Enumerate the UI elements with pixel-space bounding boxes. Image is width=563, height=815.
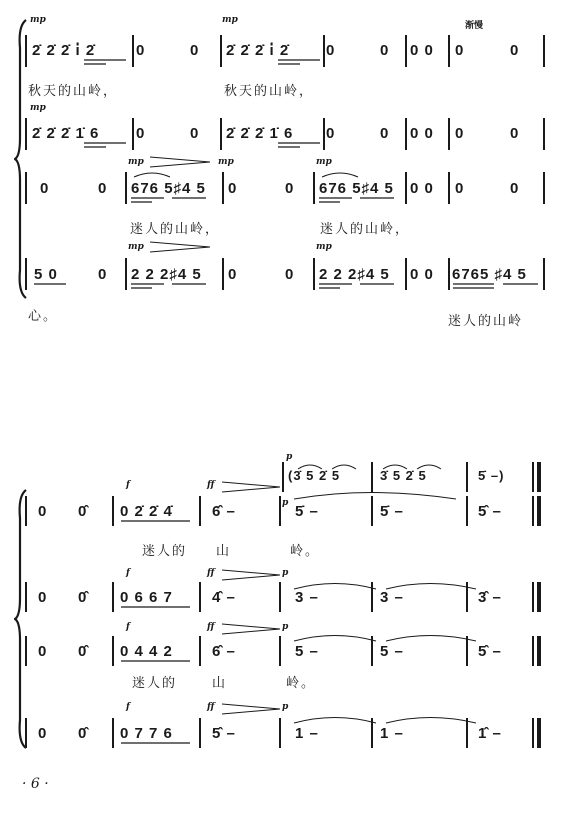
lyric-line: 迷人的山岭，: [130, 222, 221, 237]
dynamic-p: p: [282, 702, 289, 712]
dynamic-f: f: [126, 568, 130, 578]
dynamic-mp: mp: [30, 103, 46, 113]
note-group: 2̇ 2̇ 2̇ i̇ 2̇: [32, 42, 96, 59]
lyric-line: 山: [212, 676, 228, 691]
note-group: 5 0: [34, 266, 58, 283]
barline: [112, 582, 114, 612]
note-group: 5̂ –: [478, 643, 502, 660]
note-group: 676 5♯4 5: [131, 180, 206, 197]
note-group: 0: [455, 42, 465, 59]
dynamic-mp: mp: [316, 157, 332, 167]
note-group: 0: [38, 503, 48, 520]
note-group: 0: [380, 42, 390, 59]
tie-arc: [290, 630, 540, 642]
note-group: 0: [285, 266, 295, 283]
note-group: 0: [38, 589, 48, 606]
note-group: 0: [136, 42, 146, 59]
dynamic-ff: ff: [207, 702, 215, 712]
note-group: 0: [455, 180, 465, 197]
barline: [25, 582, 27, 612]
lyric-line: 迷人的山岭，: [320, 222, 411, 237]
lyric-line: 迷人的山岭: [448, 314, 524, 329]
note-group: 6765 ♯4 5: [452, 266, 527, 283]
beam-lines: [118, 741, 198, 747]
note-group: 0 7 7 6: [120, 725, 173, 742]
note-group: 5̂ –: [212, 725, 236, 742]
note-group: 5̇ –): [478, 468, 505, 483]
note-group: 4̂ –: [212, 589, 236, 606]
barline: [25, 496, 27, 526]
barline: [25, 258, 27, 290]
barline: [466, 496, 468, 526]
dynamic-mp: mp: [128, 242, 144, 252]
beam-lines: [28, 282, 548, 292]
barline: [543, 172, 545, 204]
dynamic-f: f: [126, 622, 130, 632]
barline: [199, 636, 201, 666]
lyric-line: 迷人的: [142, 544, 188, 559]
beam-lines: [118, 605, 198, 611]
note-group: 676 5♯4 5: [319, 180, 394, 197]
dynamic-mp: mp: [218, 157, 234, 167]
note-group: 0: [190, 42, 200, 59]
barline: [448, 172, 450, 204]
note-group: 2̇ 2̇ 2̇ i̇ 2̇: [226, 42, 290, 59]
barline: [25, 172, 27, 204]
note-group: 0 6 6 7: [120, 589, 173, 606]
note-group: 0 0: [410, 266, 434, 283]
note-group: 3̇ 5 2̇ 5: [380, 468, 427, 483]
decrescendo-hairpin: [222, 481, 282, 493]
system-2-brace: [14, 488, 28, 750]
note-group: 0: [40, 180, 50, 197]
lyric-line: 心。: [28, 309, 59, 324]
note-group: 0 0: [410, 42, 434, 59]
dynamic-mp: mp: [316, 242, 332, 252]
note-group: 5̂ –: [478, 503, 502, 520]
tempo-mark: 渐慢: [465, 21, 484, 31]
barline: [199, 582, 201, 612]
final-barline: [537, 496, 541, 526]
dynamic-p: p: [282, 568, 289, 578]
note-group: 0: [510, 125, 520, 142]
dynamic-ff: ff: [207, 568, 215, 578]
lyric-line: 秋天的山岭，: [224, 84, 315, 99]
note-group: 5̇ –: [295, 503, 319, 520]
barline: [112, 636, 114, 666]
barline: [112, 718, 114, 748]
dynamic-ff: ff: [207, 622, 215, 632]
barline: [25, 718, 27, 748]
barline: [112, 496, 114, 526]
note-group: 0̂: [78, 725, 88, 742]
note-group: 0: [136, 125, 146, 142]
note-group: 0: [285, 180, 295, 197]
note-group: 0: [380, 125, 390, 142]
note-group: 0 0: [410, 180, 434, 197]
decrescendo-hairpin: [222, 623, 282, 635]
note-group: 2 2 2♯4 5: [319, 266, 390, 283]
dynamic-f: f: [126, 702, 130, 712]
beam-lines: [128, 196, 408, 206]
note-group: 0: [510, 42, 520, 59]
dynamic-p: p: [282, 622, 289, 632]
dynamic-ff: ff: [207, 480, 215, 490]
note-group: 2 2 2♯4 5: [131, 266, 202, 283]
barline: [199, 718, 201, 748]
note-group: 0: [98, 180, 108, 197]
barline: [279, 582, 281, 612]
note-group: 0̂: [78, 503, 88, 520]
note-group: 0: [228, 180, 238, 197]
tie-arc: [320, 170, 360, 178]
note-group: 0: [38, 725, 48, 742]
barline: [199, 496, 201, 526]
beam-lines: [118, 659, 198, 665]
tie-arc: [290, 712, 540, 724]
note-group: 0 2̇ 2̇ 4̇: [120, 503, 173, 520]
note-group: 0 4 4 2: [120, 643, 173, 660]
note-group: 6̂ –: [212, 503, 236, 520]
note-group: 3 –: [380, 589, 404, 606]
lyric-line: 迷人的: [132, 676, 178, 691]
note-group: 0: [326, 125, 336, 142]
barline: [279, 636, 281, 666]
note-group: 0: [98, 266, 108, 283]
dynamic-p: p: [282, 498, 289, 508]
note-group: 0̂: [78, 589, 88, 606]
note-group: 0: [455, 125, 465, 142]
note-group: 5̇ –: [380, 503, 404, 520]
decrescendo-hairpin: [222, 703, 282, 715]
barline: [25, 35, 27, 67]
lyric-line: 岭。: [286, 676, 317, 691]
barline: [532, 496, 534, 526]
lyric-line: 秋天的山岭，: [28, 84, 119, 99]
note-group: 6̂ –: [212, 643, 236, 660]
dynamic-p: p: [286, 452, 293, 462]
barline: [279, 718, 281, 748]
tie-arc: [290, 578, 540, 590]
note-group: 0: [228, 266, 238, 283]
note-group: 0̂: [78, 643, 88, 660]
note-group: (3̇ 5 2̇ 5: [288, 468, 341, 483]
note-group: 0: [190, 125, 200, 142]
dynamic-mp: mp: [222, 15, 238, 25]
beam-lines: [28, 58, 548, 68]
note-group: 0 0: [410, 125, 434, 142]
decrescendo-hairpin: [222, 569, 282, 581]
decrescendo-hairpin: [150, 156, 212, 168]
note-group: 1 –: [380, 725, 404, 742]
barline: [125, 172, 127, 204]
lyric-line: 岭。: [290, 544, 321, 559]
dynamic-mp: mp: [128, 157, 144, 167]
note-group: 3̂ –: [478, 589, 502, 606]
note-group: 2̇ 2̇ 2̇ 1̇ 6: [32, 125, 100, 142]
lyric-line: 山: [216, 544, 232, 559]
barline: [25, 636, 27, 666]
beam-lines: [118, 519, 198, 525]
decrescendo-hairpin: [150, 241, 212, 253]
note-group: 1̂ –: [478, 725, 502, 742]
barline: [279, 496, 281, 526]
note-group: 1 –: [295, 725, 319, 742]
note-group: 0: [510, 180, 520, 197]
note-group: 0: [326, 42, 336, 59]
note-group: 0: [38, 643, 48, 660]
barline: [282, 462, 284, 492]
tie-arc: [290, 488, 460, 500]
tie-arc: [132, 170, 172, 178]
dynamic-f: f: [126, 480, 130, 490]
note-group: 5 –: [295, 643, 319, 660]
barline: [25, 118, 27, 150]
note-group: 2̇ 2̇ 2̇ 1̇ 6: [226, 125, 294, 142]
page-number: · 6 ·: [22, 776, 49, 792]
barline: [371, 496, 373, 526]
beam-lines: [28, 141, 548, 151]
note-group: 3 –: [295, 589, 319, 606]
note-group: 5 –: [380, 643, 404, 660]
dynamic-mp: mp: [30, 15, 46, 25]
final-barline: [537, 462, 541, 492]
